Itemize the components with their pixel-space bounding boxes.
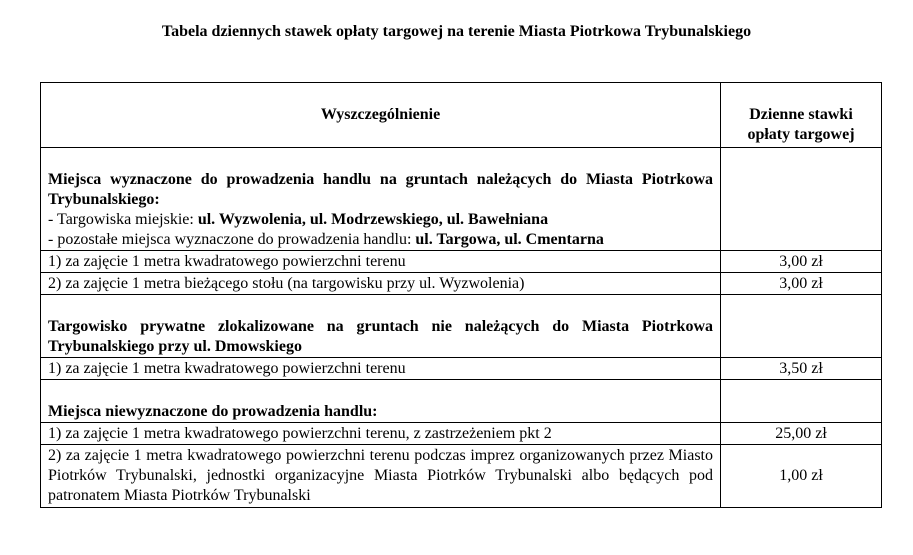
item-rate: 25,00 zł bbox=[721, 423, 882, 445]
item-rate: 3,00 zł bbox=[721, 273, 882, 295]
note-value: ul. Targowa, ul. Cmentarna bbox=[415, 231, 604, 248]
note-prefix: - Targowiska miejskie: bbox=[48, 211, 198, 228]
item-rate: 3,50 zł bbox=[721, 358, 882, 380]
table-row bbox=[41, 251, 882, 273]
section-heading: Targowisko prywatne zlokalizowane na gruntach nie należących do Miasta Piotrkowa Trybunalskiego przy ul. Dmowskiego bbox=[48, 318, 713, 355]
section-row-3 bbox=[41, 380, 882, 423]
table-row bbox=[41, 445, 882, 508]
item-text: 1) za zajęcie 1 metra kwadratowego powierzchni terenu bbox=[41, 358, 721, 380]
item-text: 1) za zajęcie 1 metra kwadratowego powierzchni terenu bbox=[41, 251, 721, 273]
section-heading-cell bbox=[41, 148, 721, 251]
item-text: 1) za zajęcie 1 metra kwadratowego powierzchni terenu, z zastrzeżeniem pkt 2 bbox=[41, 423, 721, 445]
section-rate-empty bbox=[721, 295, 882, 358]
table-header-row bbox=[41, 83, 882, 148]
item-text: 2) za zajęcie 1 metra kwadratowego powierzchni terenu podczas imprez organizowanych przez Miasto Piotrków Trybunalski, jednostki organizacyjne Miasta Piotrków Trybunalski albo będących pod patronatem Miasta Piotrków Trybunalski bbox=[41, 445, 721, 508]
table-row bbox=[41, 423, 882, 445]
item-text: 2) za zajęcie 1 metra bieżącego stołu (na targowisku przy ul. Wyzwolenia) bbox=[41, 273, 721, 295]
document-title: Tabela dziennych stawek opłaty targowej na terenie Miasta Piotrkowa Trybunalskiego bbox=[161, 23, 752, 40]
column-header-description: Wyszczególnienie bbox=[41, 83, 721, 148]
item-rate: 1,00 zł bbox=[721, 445, 882, 508]
section-row-2 bbox=[41, 295, 882, 358]
fee-table bbox=[40, 82, 882, 508]
item-rate: 3,00 zł bbox=[721, 251, 882, 273]
table-row bbox=[41, 273, 882, 295]
note-value: ul. Wyzwolenia, ul. Modrzewskiego, ul. Bawełniana bbox=[197, 211, 549, 228]
section-heading: Miejsca niewyznaczone do prowadzenia handlu: bbox=[48, 403, 378, 420]
section-row-1 bbox=[41, 148, 882, 251]
section-rate-empty bbox=[721, 380, 882, 423]
section-heading: Miejsca wyznaczone do prowadzenia handlu na gruntach należących do Miasta Piotrkowa Trybunalskiego: bbox=[48, 171, 713, 208]
table-row bbox=[41, 358, 882, 380]
column-header-rate: Dzienne stawki opłaty targowej bbox=[721, 83, 882, 148]
section-rate-empty bbox=[721, 148, 882, 251]
section-heading-cell bbox=[41, 380, 721, 423]
section-heading-cell bbox=[41, 295, 721, 358]
note-prefix: - pozostałe miejsca wyznaczone do prowadzenia handlu: bbox=[48, 231, 416, 248]
